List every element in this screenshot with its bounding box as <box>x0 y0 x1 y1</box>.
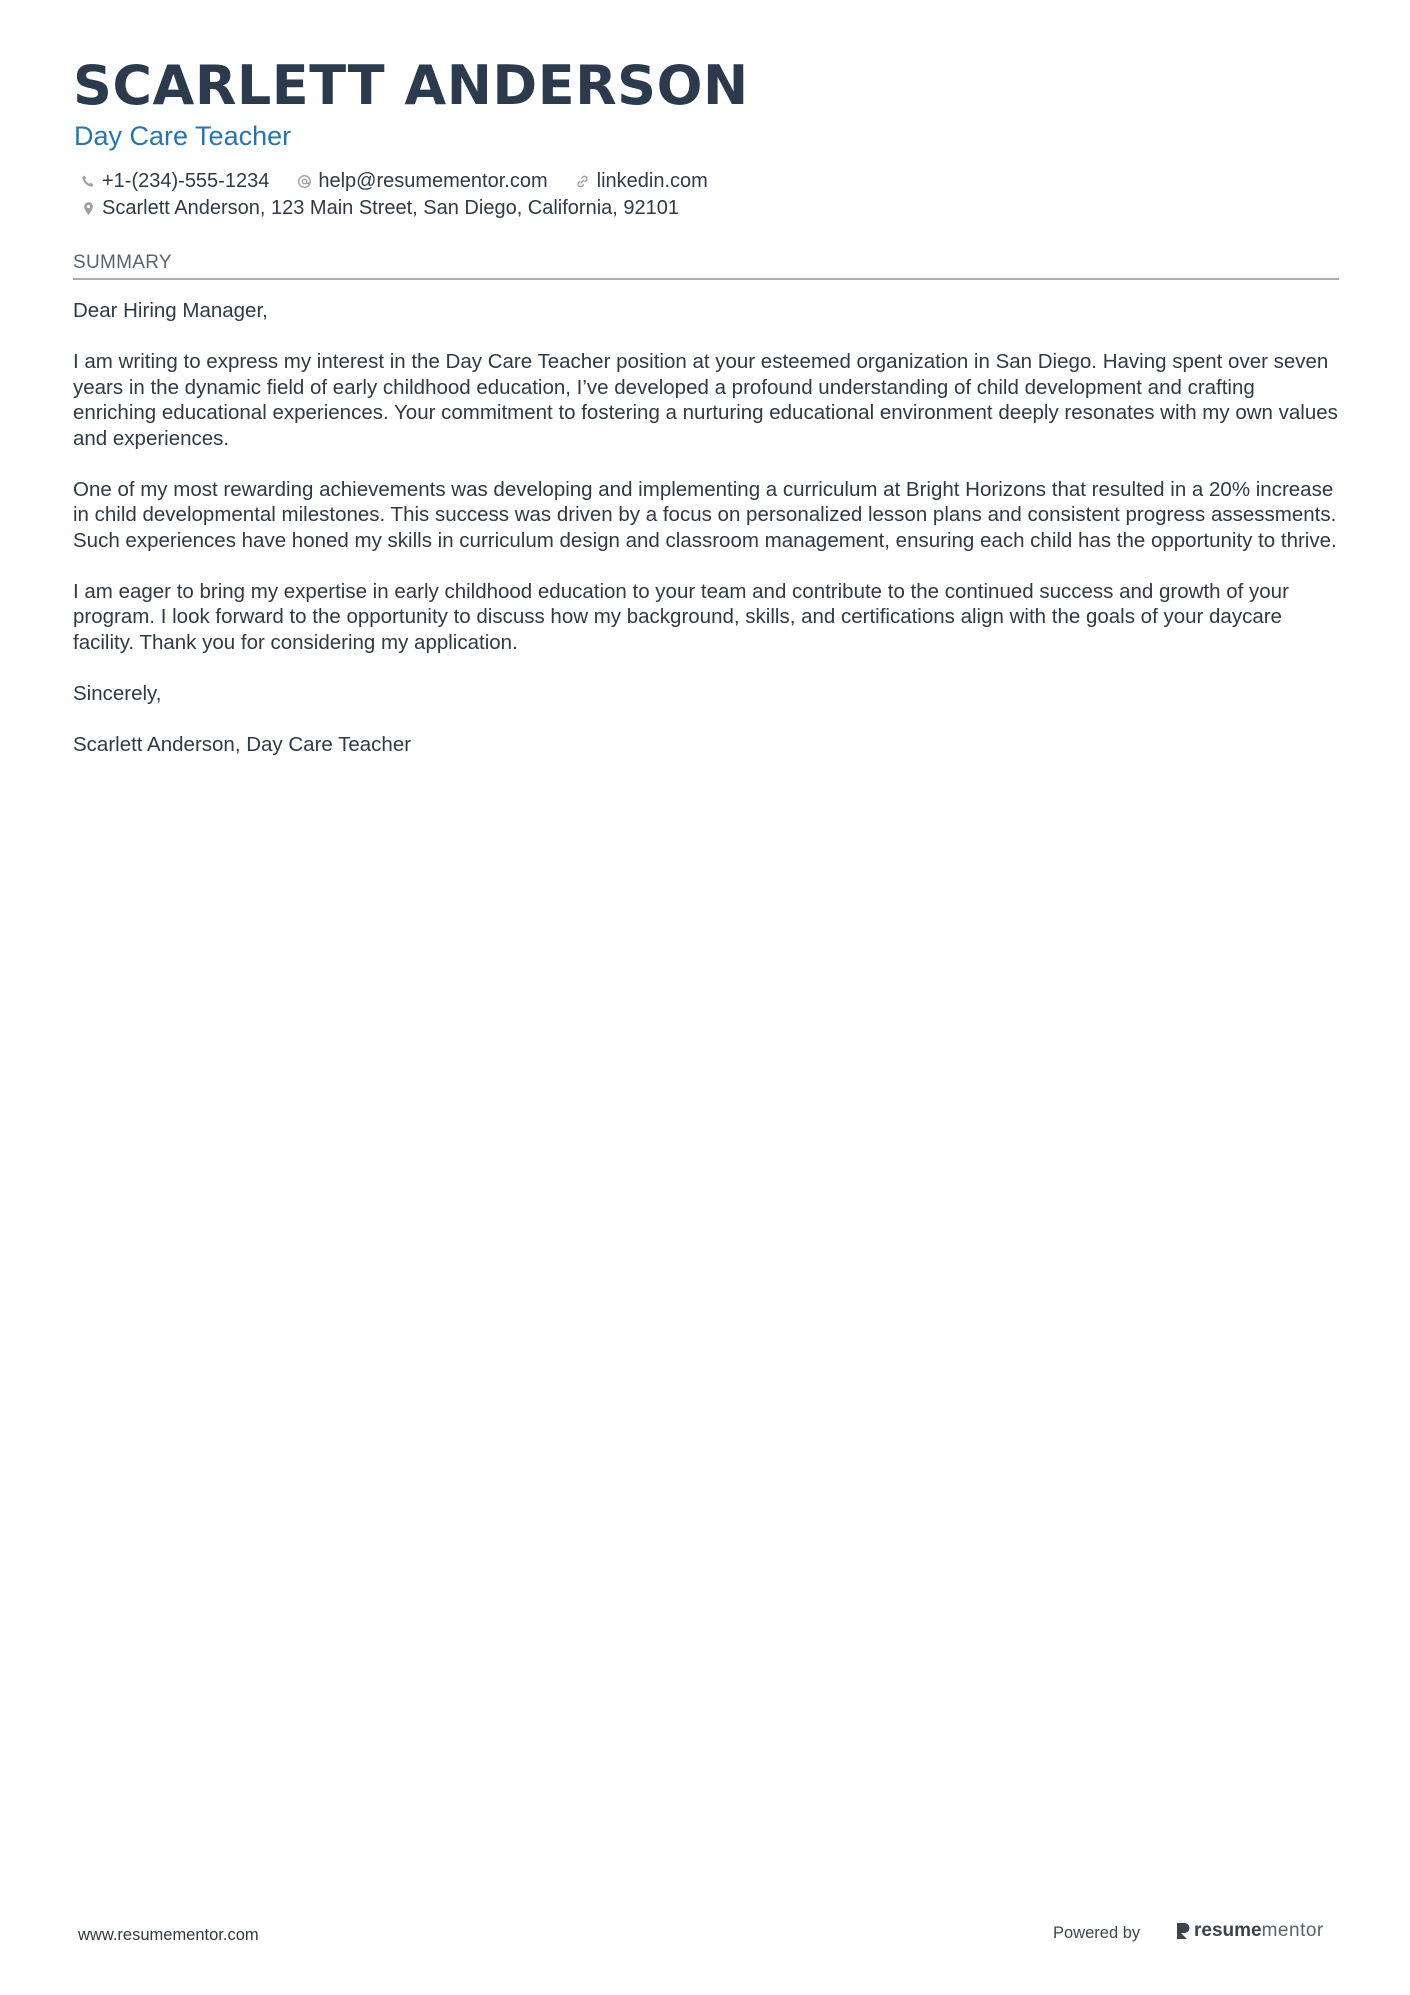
contact-phone[interactable] <box>80 168 269 195</box>
linkedin-text: linkedin.com <box>596 170 708 192</box>
brand-name-light: mentor <box>1261 1920 1324 1941</box>
contact-email[interactable] <box>296 168 547 195</box>
link-icon <box>575 174 591 190</box>
contact-row-primary <box>80 168 735 195</box>
summary-heading: SUMMARY <box>73 252 1339 280</box>
contact-address <box>80 195 679 222</box>
contact-linkedin[interactable] <box>575 168 708 195</box>
contact-row-address <box>80 195 735 222</box>
closing: Sincerely, <box>73 681 162 705</box>
letter-body <box>73 298 1339 783</box>
location-pin-icon <box>80 201 96 217</box>
paragraph-closing: I am eager to bring my expertise in early childhood education to your team and contribute to the continued success and growth of your program. I look forward to the opportunity to discuss how my background, skills, and certifications align with the goals of your daycare facility. Thank you for considering my application. <box>73 579 1289 654</box>
footer-website-link[interactable]: www.resumementor.com <box>78 1926 259 1944</box>
candidate-name: SCARLETT ANDERSON <box>73 54 749 117</box>
phone-icon <box>80 174 96 190</box>
resumementor-logo-icon <box>1175 1921 1191 1941</box>
paragraph-intro: I am writing to express my interest in the Day Care Teacher position at your esteemed organization in San Diego. Having spent over seven years in the dynamic field of early childhood education, I’ve developed a profound understanding of child development and crafting enriching educational experiences. Your commitment to fostering a nurturing educational environment deeply resonates with my own values and experiences. <box>73 350 1338 450</box>
phone-text: +1-(234)-555-1234 <box>102 170 270 192</box>
brand-logo[interactable] <box>1175 1920 1324 1942</box>
powered-by-label: Powered by <box>1053 1924 1141 1942</box>
at-icon <box>296 174 312 190</box>
signature: Scarlett Anderson, Day Care Teacher <box>73 732 412 756</box>
address-text: Scarlett Anderson, 123 Main Street, San Diego, California, 92101 <box>102 197 680 219</box>
salutation: Dear Hiring Manager, <box>73 299 268 322</box>
email-text: help@resumementor.com <box>318 170 548 192</box>
job-title: Day Care Teacher <box>74 121 292 151</box>
brand-name-strong: resume <box>1194 1920 1262 1941</box>
paragraph-achievement: One of my most rewarding achievements was developing and implementing a curriculum at Bright Horizons that resulted in a 20% increase in child developmental milestones. This success was driven by a focus on personalized lesson plans and consistent progress assessments. Such experiences have honed my skills in curriculum design and classroom management, ensuring each child has the opportunity to thrive. <box>73 477 1337 552</box>
contact-info <box>80 168 735 222</box>
